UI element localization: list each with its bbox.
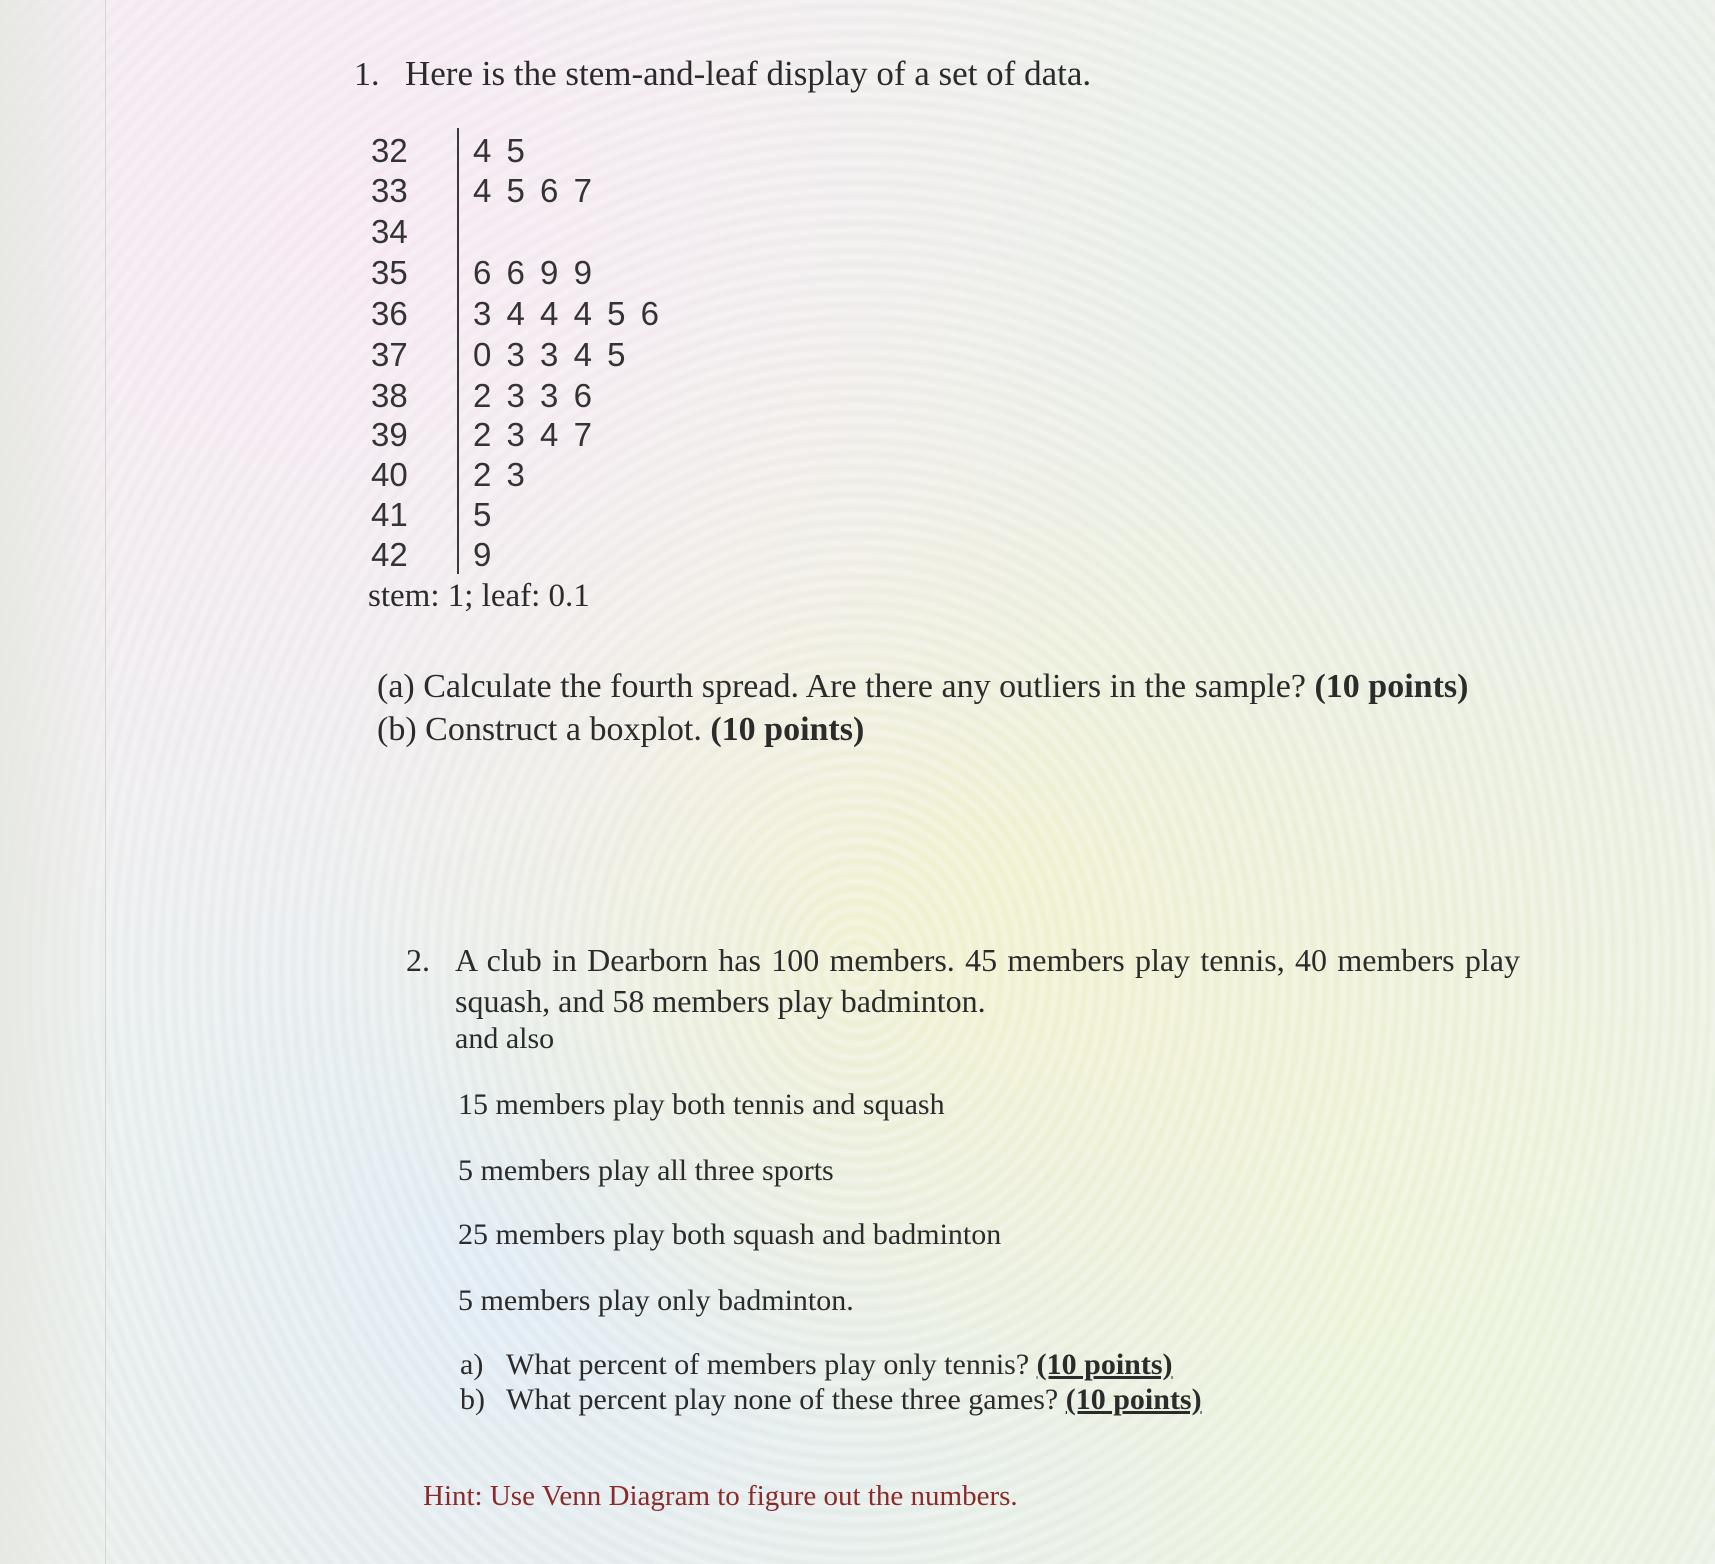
part-a-text: (a) Calculate the fourth spread. Are there any outliers in the sample? [377, 668, 1306, 705]
stem-value: 38 [371, 377, 408, 414]
leaf-values: 2 3 4 7 [473, 416, 595, 453]
question-2-fact: 15 members play both tennis and squash [458, 1088, 945, 1121]
question-2-number: 2. [406, 942, 430, 978]
stem-value: 37 [371, 336, 408, 373]
part-b-text: (b) Construct a boxplot. [377, 711, 702, 748]
leaf-values: 6 6 9 9 [473, 254, 595, 291]
stem-value: 36 [371, 295, 408, 332]
stem-leaf-key: stem: 1; leaf: 0.1 [368, 578, 590, 614]
leaf-values: 4 5 [473, 132, 528, 169]
question-2-line-1: A club in Dearborn has 100 members. 45 members play tennis, 40 members play [455, 942, 1520, 978]
leaf-values: 2 3 [473, 456, 528, 493]
stem-value: 32 [371, 132, 408, 169]
question-1-part-b [377, 711, 864, 749]
sub-a-text: What percent of members play only tennis? [506, 1348, 1030, 1381]
leaf-values: 0 3 3 4 5 [473, 336, 629, 373]
stem-leaf-divider [457, 128, 459, 574]
question-2-sub-a-label: a) [460, 1348, 484, 1381]
sub-b-points: (10 points) [1065, 1383, 1202, 1416]
question-2-sub-b [506, 1383, 1202, 1417]
question-1-number: 1. [354, 56, 380, 93]
leaf-values: 3 4 4 4 5 6 [473, 295, 662, 332]
stem-value: 40 [371, 456, 408, 493]
question-2-line-2: squash, and 58 members play badminton. [455, 983, 986, 1019]
leaf-values: 2 3 3 6 [473, 377, 595, 414]
leaf-values: 4 5 6 7 [473, 172, 595, 209]
part-b-points: (10 points) [710, 711, 865, 748]
venn-hint: Hint: Use Venn Diagram to figure out the numbers. [423, 1480, 1018, 1512]
question-1-part-a [377, 668, 1468, 706]
stem-value: 33 [371, 172, 408, 209]
question-2-fact: 25 members play both squash and badminton [458, 1218, 1002, 1251]
leaf-values: 5 [473, 496, 495, 533]
stem-value: 41 [371, 496, 408, 533]
sub-a-points: (10 points) [1036, 1348, 1173, 1381]
leaf-values: 9 [473, 536, 495, 573]
page-left-edge [0, 0, 106, 1564]
question-2-fact: 5 members play only badminton. [458, 1284, 854, 1317]
question-2-sub-b-label: b) [460, 1383, 485, 1416]
stem-value: 42 [371, 536, 408, 573]
sub-b-text: What percent play none of these three games? [506, 1383, 1059, 1416]
question-1-intro: Here is the stem-and-leaf display of a set of data. [405, 54, 1092, 93]
stem-value: 34 [371, 213, 408, 250]
question-2-line-3: and also [455, 1022, 555, 1055]
question-2-sub-a [506, 1348, 1173, 1382]
part-a-points: (10 points) [1314, 668, 1469, 705]
stem-value: 35 [371, 254, 408, 291]
stem-value: 39 [371, 416, 408, 453]
question-2-fact: 5 members play all three sports [458, 1154, 834, 1187]
